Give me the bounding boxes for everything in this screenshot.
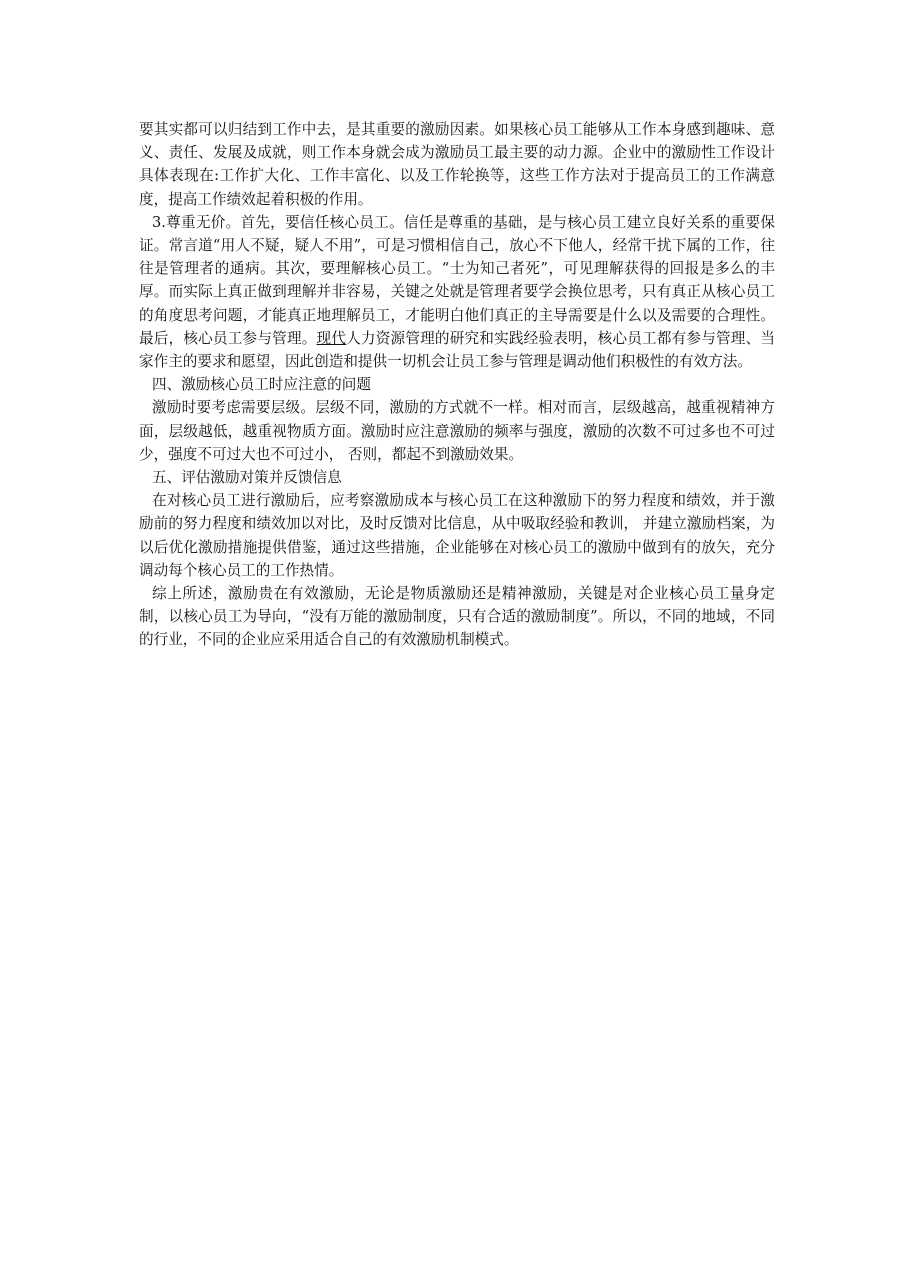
paragraph-respect-text-b: 人力资源管理的研究和实践经验表明，核心员工都有参与管理、当家作主的要求和愿望，因此创造和提供一切机会让员工参与管理是调动他们积极性的有效方法。 — [139, 329, 775, 371]
paragraph-evaluation: 在对核心员工进行激励后，应考察激励成本与核心员工在这种激励下的努力程度和绩效，并于激励前的努力程度和绩效加以对比，及时反馈对比信息，从中吸取经验和教训， 并建立激励档案，为以后优化激励措施提供借鉴，通过这些措施，企业能够在对核心员工的激励中做到有的放矢，充分调动每个核心员工的工作热情。 — [139, 492, 775, 579]
paragraph-respect — [139, 211, 775, 373]
link-modern[interactable]: 现代 — [316, 329, 347, 347]
paragraph-conclusion: 综上所述，激励贵在有效激励，无论是物质激励还是精神激励，关键是对企业核心员工量身定制，以核心员工为导向，“没有万能的激励制度，只有合适的激励制度”。所以，不同的地域，不同的行业，不同的企业应采用适合自己的有效激励机制模式。 — [139, 585, 775, 649]
section-heading-five: 五、评估激励对策并反馈信息 — [152, 469, 342, 487]
paragraph-work-design: 要其实都可以归结到工作中去，是其重要的激励因素。如果核心员工能够从工作本身感到趣味、意义、责任、发展及成就，则工作本身就会成为激励员工最主要的动力源。企业中的激励性工作设计具体表现在:工作扩大化、工作丰富化、以及工作轮换等，这些工作方法对于提高员工的工作满意度，提高工作绩效起着积极的作用。 — [139, 121, 775, 208]
paragraph-respect-text-a: 3.尊重无价。首先，要信任核心员工。信任是尊重的基础，是与核心员工建立良好关系的重要保证。常言道“用人不疑，疑人不用”，可是习惯相信自己，放心不下他人，经常干扰下属的工作，往往是管理者的通病。其次，要理解核心员工。“士为知己者死”，可见理解获得的回报是多么的丰厚。而实际上真正做到理解并非容易，关键之处就是管理者要学会换位思考，只有真正从核心员工的角度思考问题，才能真正地理解员工，才能明白他们真正的主导需要是什么以及需要的合理性。最后，核心员工参与管理。 — [139, 213, 775, 347]
section-heading-four: 四、激励核心员工时应注意的问题 — [152, 376, 371, 394]
document-body — [139, 118, 775, 652]
paragraph-levels: 激励时要考虑需要层级。层级不同，激励的方式就不一样。相对而言，层级越高，越重视精神方面，层级越低，越重视物质方面。激励时应注意激励的频率与强度，激励的次数不可过多也不可过少，强度不可过大也不可过小， 否则，都起不到激励效果。 — [139, 399, 775, 463]
